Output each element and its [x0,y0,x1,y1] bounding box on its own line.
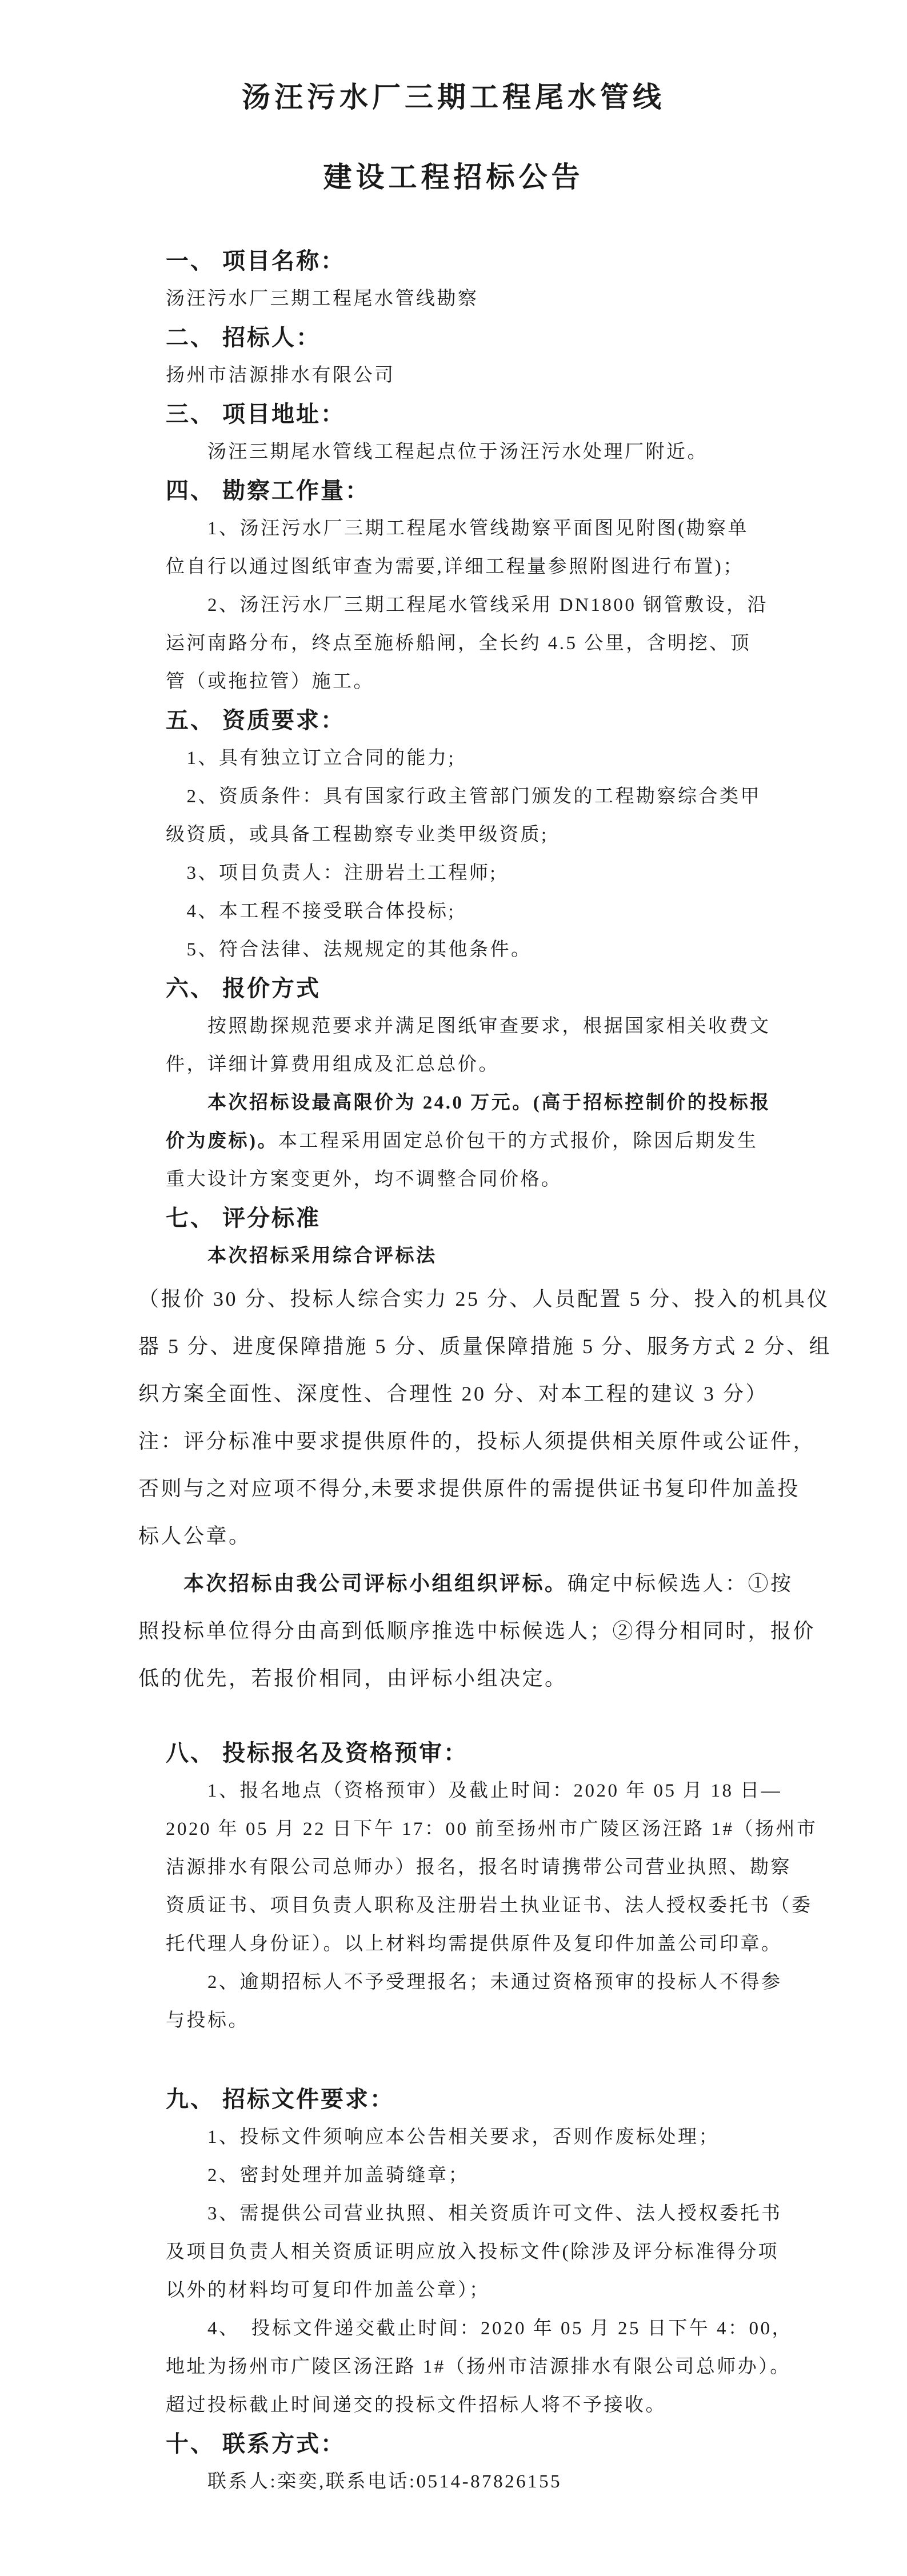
paragraph-line: 注：评分标准中要求提供原件的，投标人须提供相关原件或公证件， [138,1430,816,1453]
paragraph-line: 与投标。 [166,2010,249,2031]
paragraph-line: 超过投标截止时间递交的投标文件招标人将不予接收。 [166,2395,666,2415]
paragraph-line: 联系人:栾奕,联系电话:0514-87826155 [207,2471,562,2492]
paragraph-line: 资质证书、项目负责人职称及注册岩土执业证书、法人授权委托书（委 [166,1895,813,1916]
document-title-line-1: 汤汪污水厂三期工程尾水管线 [242,81,665,113]
paragraph-line: 2、汤汪污水厂三期工程尾水管线采用 DN1800 钢管敷设，沿 [207,595,769,615]
paragraph-line: 2020 年 05 月 22 日下午 17：00 前至扬州市广陵区汤汪路 1#（扬州市 [166,1819,818,1839]
section-heading: 九、 招标文件要求： [166,2086,394,2112]
paragraph-line: 及项目负责人相关资质证明应放入投标文件(除涉及评分标准得分项 [166,2242,779,2262]
paragraph-line: 管（或拖拉管）施工。 [166,671,374,692]
paragraph-line: 1、汤汪污水厂三期工程尾水管线勘察平面图见附图(勘察单 [207,518,749,539]
paragraph-line: 地址为扬州市广陵区汤汪路 1#（扬州市洁源排水有限公司总师办）。 [166,2357,791,2377]
paragraph-line: 低的优先，若报价相同，由评标小组决定。 [138,1667,568,1690]
paragraph-line: 本次招标设最高限价为 24.0 万元。(高于招标控制价的投标报 [207,1093,771,1113]
section-heading: 七、 评分标准 [166,1205,321,1231]
section-heading: 五、 资质要求： [166,707,345,733]
paragraph-line: 3、需提供公司营业执照、相关资质许可文件、法人授权委托书 [207,2203,782,2224]
document-title-line-2: 建设工程招标公告 [323,161,584,193]
section-heading: 三、 项目地址： [166,401,345,427]
paragraph-line: 照投标单位得分由高到低顺序推选中标候选人；②得分相同时，报价 [138,1619,816,1642]
section-heading: 十、 联系方式： [166,2431,345,2457]
paragraph-line: 件，详细计算费用组成及汇总总价。 [166,1054,500,1075]
paragraph-line: （报价 30 分、投标人综合实力 25 分、人员配置 5 分、投入的机具仪 [138,1287,830,1310]
section-heading: 二、 招标人： [166,325,321,350]
paragraph-line: 3、项目负责人：注册岩土工程师; [186,863,498,883]
section-heading: 一、 项目名称： [166,248,345,274]
paragraph-line: 2、密封处理并加盖骑缝章； [207,2165,469,2186]
paragraph-line: 器 5 分、进度保障措施 5 分、质量保障措施 5 分、服务方式 2 分、组 [138,1335,832,1358]
paragraph-line: 5、符合法律、法规规定的其他条件。 [186,939,532,960]
paragraph-line: 按照勘探规范要求并满足图纸审查要求，根据国家相关收费文 [207,1016,771,1037]
paragraph-line: 级资质，或具备工程勘察专业类甲级资质; [166,825,549,845]
run-text: 本工程采用固定总价包干的方式报价，除因后期发生 [278,1131,758,1151]
paragraph-line: 以外的材料均可复印件加盖公章）； [166,2280,490,2301]
paragraph-line: 汤汪三期尾水管线工程起点位于汤汪污水处理厂附近。 [207,442,708,462]
emphasis-text: 本次招标由我公司评标小组组织评标。 [183,1572,568,1595]
section-heading: 六、 报价方式 [166,975,321,1001]
paragraph-line [166,1122,817,1161]
paragraph-line: 标人公章。 [138,1525,251,1547]
paragraph-line: 扬州市洁源排水有限公司 [166,365,395,386]
paragraph-line [138,1560,817,1607]
paragraph-line: 洁源排水有限公司总师办）报名，报名时请携带公司营业执照、勘察 [166,1857,792,1878]
paragraph-line: 否则与之对应项不得分,未要求提供原件的需提供证书复印件加盖投 [138,1477,801,1500]
document-body [138,242,832,2501]
emphasis-text: 价为废标)。 [166,1131,278,1151]
paragraph-line: 1、报名地点（资格预审）及截止时间：2020 年 05 月 18 日— [207,1781,782,1801]
paragraph-line: 重大设计方案变更外，均不调整合同价格。 [166,1169,562,1190]
paragraph-line: 1、投标文件须响应本公告相关要求，否则作废标处理； [207,2127,720,2147]
paragraph-line: 托代理人身份证）。以上材料均需提供原件及复印件加盖公司印章。 [166,1934,782,1954]
paragraph-line: 2、资质条件：具有国家行政主管部门颁发的工程勘察综合类甲 [186,786,761,807]
paragraph-line: 2、逾期招标人不予受理报名；未通过资格预审的投标人不得参 [207,1972,782,1993]
paragraph-line: 本次招标采用综合评标法 [207,1246,437,1266]
paragraph-line: 位自行以通过图纸审查为需要,详细工程量参照附图进行布置)； [166,557,744,577]
paragraph-line: 汤汪污水厂三期工程尾水管线勘察 [166,289,479,309]
paragraph-line: 运河南路分布，终点至施桥船闸，全长约 4.5 公里，含明挖、顶 [166,633,752,654]
paragraph-line: 4、本工程不接受联合体投标; [186,901,456,922]
paragraph-line: 1、具有独立订立合同的能力; [186,748,456,769]
section-heading: 八、 投标报名及资格预审： [166,1740,468,1766]
section-heading: 四、 勘察工作量： [166,478,370,503]
run-text: 确定中标候选人：①按 [567,1572,793,1595]
paragraph-line: 织方案全面性、深度性、合理性 20 分、对本工程的建议 3 分） [138,1382,769,1405]
paragraph-line: 4、 投标文件递交截止时间：2020 年 05 月 25 日下午 4：00， [207,2318,793,2339]
